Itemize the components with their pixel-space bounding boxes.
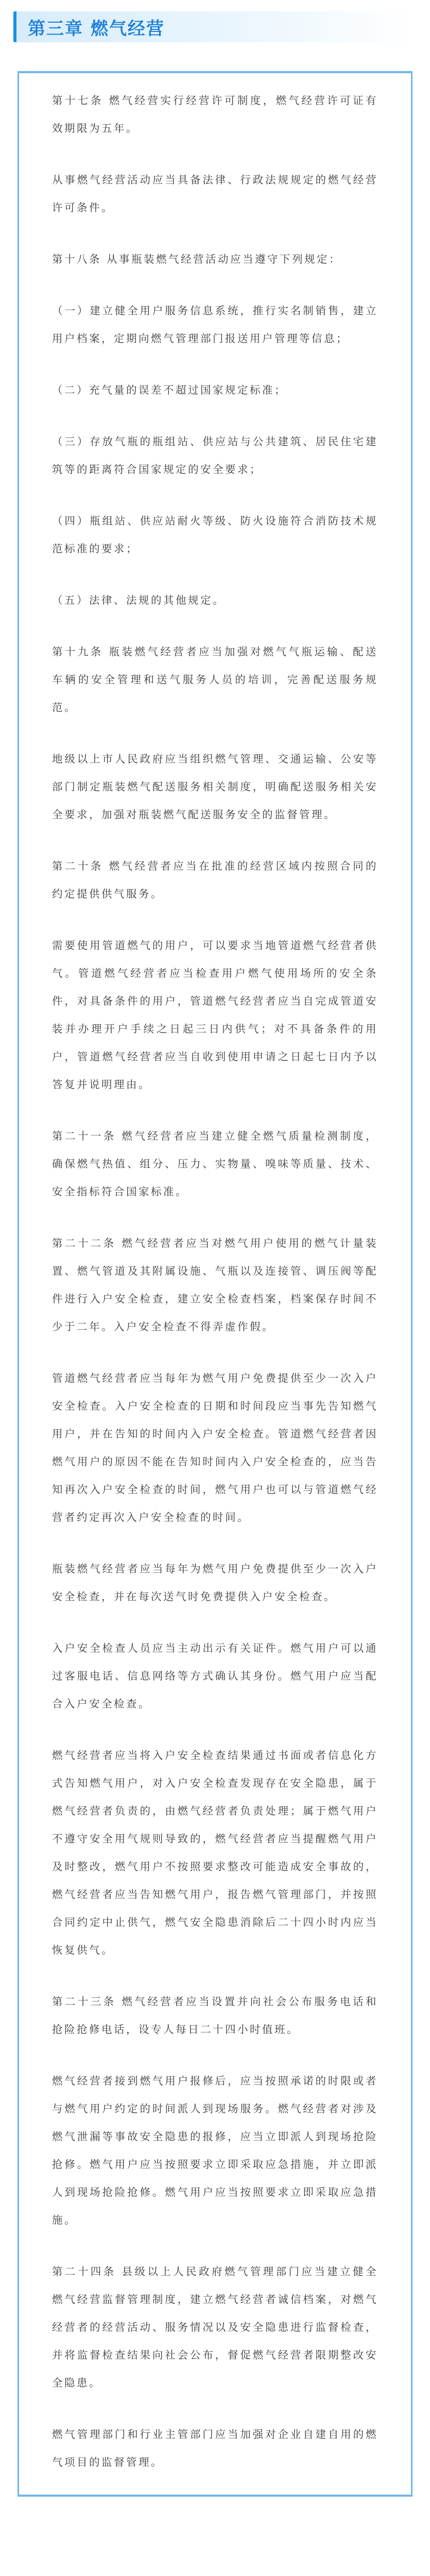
- paragraph: 第二十三条 燃气经营者应当设置并向社会公布服务电话和抢险抢修电话，设专人每日二十四小时值班。: [52, 1995, 378, 2036]
- paragraph: 第十九条 瓶装燃气经营者应当加强对燃气气瓶运输、配送车辆的安全管理和送气服务人员的培训，完善配送服务规范。: [52, 646, 378, 714]
- paragraph: 需要使用管道燃气的用户，可以要求当地管道燃气经营者供气。管道燃气经营者应当检查用户燃气使用场所的安全条件，对具备条件的用户，管道燃气经营者应当自完成管道安装并办理开户手续之日起三日内供气；对不具备条件的用户，管道燃气经营者应当自收到使用申请之日起七日内予以答复并说明理由。: [52, 939, 378, 1091]
- paragraph: 第二十条 燃气经营者应当在批准的经营区域内按照合同的约定提供供气服务。: [52, 860, 378, 900]
- paragraph: 燃气经营者应当将入户安全检查结果通过书面或者信息化方式告知燃气用户，对入户安全检查发现存在安全隐患，属于燃气经营者负责的，由燃气经营者负责处理；属于燃气用户不遵守安全用气规则导致的，燃气经营者应当提醒燃气用户及时整改，燃气用户不按照要求整改可能造成安全事故的，燃气经营者应当告知燃气用户，报告燃气管理部门，并按照合同约定中止供气，燃气安全隐患消除后二十四小时内应当恢复供气。: [52, 1749, 378, 1956]
- chapter-header: [13, 11, 417, 42]
- paragraph: 地级以上市人民政府应当组织燃气管理、交通运输、公安等部门制定瓶装燃气配送服务相关制度，明确配送服务相关安全要求，加强对瓶装燃气配送服务安全的监督管理。: [52, 753, 378, 821]
- paragraph: 第十七条 燃气经营实行经营许可制度，燃气经营许可证有效期限为五年。: [52, 94, 378, 134]
- paragraph: 第二十四条 县级以上人民政府燃气管理部门应当建立健全燃气经营监督管理制度，建立燃气经营者诚信档案，对燃气经营者的经营活动、服务情况以及安全隐患进行监督检查，并将监督检查结果向社会公布，督促燃气经营者限期整改安全隐患。: [52, 2265, 378, 2389]
- paragraph: （五）法律、法规的其他规定。: [52, 594, 225, 606]
- paragraph: 入户安全检查人员应当主动出示有关证件。燃气用户可以通过客服电话、信息网络等方式确认其身份。燃气用户应当配合入户安全检查。: [52, 1642, 378, 1710]
- paragraph: 燃气管理部门和行业主管部门应当加强对企业自建自用的燃气项目的监督管理。: [52, 2428, 378, 2468]
- paragraph: （三）存放气瓶的瓶组站、供应站与公共建筑、居民住宅建筑等的距离符合国家规定的安全要求；: [52, 435, 378, 476]
- article-frame: [18, 71, 412, 2497]
- paragraph: 从事燃气经营活动应当具备法律、行政法规规定的燃气经营许可条件。: [52, 174, 378, 214]
- paragraph: 第二十一条 燃气经营者应当建立健全燃气质量检测制度，确保燃气热值、组分、压力、实物量、嗅味等质量、技术、安全指标符合国家标准。: [52, 1130, 378, 1198]
- paragraph: 管道燃气经营者应当每年为燃气用户免费提供至少一次入户安全检查。入户安全检查的日期和时间段应当事先告知燃气用户，并在告知的时间内入户安全检查。管道燃气经营者因燃气用户的原因不能在告知时间内入户安全检查的，应当告知再次入户安全检查的时间，燃气用户也可以与管道燃气经营者约定再次入户安全检查的时间。: [52, 1372, 378, 1523]
- chapter-title: 第三章 燃气经营: [28, 18, 165, 39]
- paragraph: （二）充气量的误差不超过国家规定标准；: [52, 384, 287, 396]
- paragraph: （一）建立健全用户服务信息系统，推行实名制销售，建立用户档案，定期向燃气管理部门报送用户管理等信息；: [52, 304, 378, 345]
- paragraph: 燃气经营者接到燃气用户报修后，应当按照承诺的时限或者与燃气用户约定的时间派人到现场服务。燃气经营者对涉及燃气泄漏等事故安全隐患的报修，应当立即派人到现场抢险抢修。燃气用户应当按照要求立即采取应急措施，并立即派人到现场抢险抢修。燃气用户应当按照要求立即采取应急措施。: [52, 2075, 378, 2226]
- paragraph: 瓶装燃气经营者应当每年为燃气用户免费提供至少一次入户安全检查，并在每次送气时免费提供入户安全检查。: [52, 1563, 378, 1603]
- paragraph: 第十八条 从事瓶装燃气经营活动应当遵守下列规定：: [52, 253, 342, 265]
- paragraph: 第二十二条 燃气经营者应当对燃气用户使用的燃气计量装置、燃气管道及其附属设施、气瓶以及连接管、调压阀等配件进行入户安全检查，建立安全检查档案，档案保存时间不少于二年。入户安全检查不得弄虚作假。: [52, 1237, 378, 1333]
- paragraph: （四）瓶组站、供应站耐火等级、防火设施符合消防技术规范标准的要求；: [52, 515, 378, 555]
